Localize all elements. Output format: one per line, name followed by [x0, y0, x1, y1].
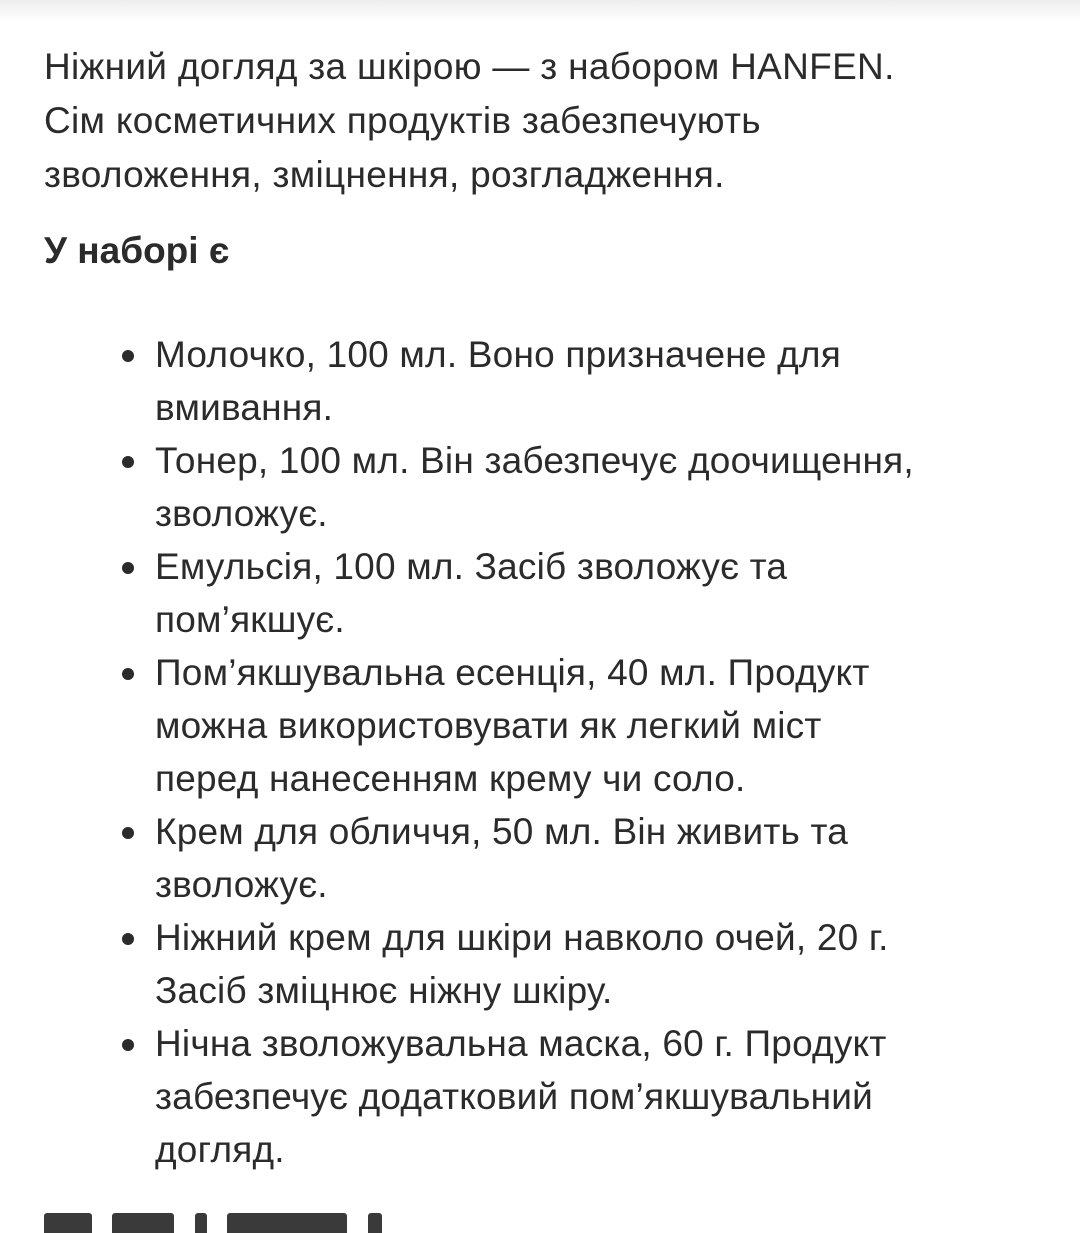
top-fade [0, 0, 1080, 22]
list-item-face-cream [44, 805, 1054, 911]
list-item-text: Тонер, 100 мл. Він забезпечує доочищення, [155, 440, 914, 481]
bullet-icon [122, 827, 134, 839]
bullet-icon [122, 562, 134, 574]
cutoff-glyphs [195, 1213, 207, 1233]
list-item-text: Молочко, 100 мл. Воно призначене для [155, 334, 841, 375]
cutoff-glyphs [112, 1213, 174, 1233]
list-item-eye-cream [44, 911, 1054, 1017]
list-item-text: Пом’якшувальна есенція, 40 мл. Продукт [155, 652, 870, 693]
set-contents-heading: У наборі є [44, 230, 230, 271]
list-item-text: Нічна зволожувальна маска, 60 г. Продукт [155, 1023, 887, 1064]
set-contents-list [44, 328, 1054, 1176]
cutoff-next-paragraph [44, 1213, 734, 1233]
bullet-icon [122, 1039, 134, 1051]
list-item-text: Ніжний крем для шкіри навколо очей, 20 г. [155, 917, 889, 958]
list-item-text: пом’якшує. [155, 599, 345, 640]
list-item-essence [44, 646, 1054, 805]
list-item-milk [44, 328, 1054, 434]
cutoff-glyphs [227, 1213, 347, 1233]
intro-line-3: зволоження, зміцнення, розгладження. [44, 154, 725, 195]
cutoff-glyphs [44, 1213, 92, 1233]
bullet-icon [122, 456, 134, 468]
bullet-icon [122, 668, 134, 680]
list-item-night-mask [44, 1017, 1054, 1176]
bullet-icon [122, 350, 134, 362]
intro-paragraph [44, 40, 1054, 202]
list-item-emulsion [44, 540, 1054, 646]
description-content [44, 40, 1054, 1176]
intro-line-2: Сім косметичних продуктів забезпечують [44, 100, 761, 141]
list-item-text: можна використовувати як легкий міст [155, 705, 822, 746]
list-item-text: перед нанесенням крему чи соло. [155, 758, 746, 799]
intro-line-1: Ніжний догляд за шкірою — з набором HANFEN. [44, 46, 895, 87]
cutoff-glyphs [368, 1213, 382, 1233]
list-item-text: зволожує. [155, 493, 328, 534]
bullet-icon [122, 933, 134, 945]
list-item-text: Крем для обличчя, 50 мл. Він живить та [155, 811, 849, 852]
list-item-text: забезпечує додатковий пом’якшувальний [155, 1076, 874, 1117]
list-item-text: Емульсія, 100 мл. Засіб зволожує та [155, 546, 788, 587]
list-item-text: догляд. [155, 1129, 285, 1170]
list-item-toner [44, 434, 1054, 540]
list-item-text: Засіб зміцнює ніжну шкіру. [155, 970, 613, 1011]
list-item-text: вмивання. [155, 387, 334, 428]
list-item-text: зволожує. [155, 864, 328, 905]
